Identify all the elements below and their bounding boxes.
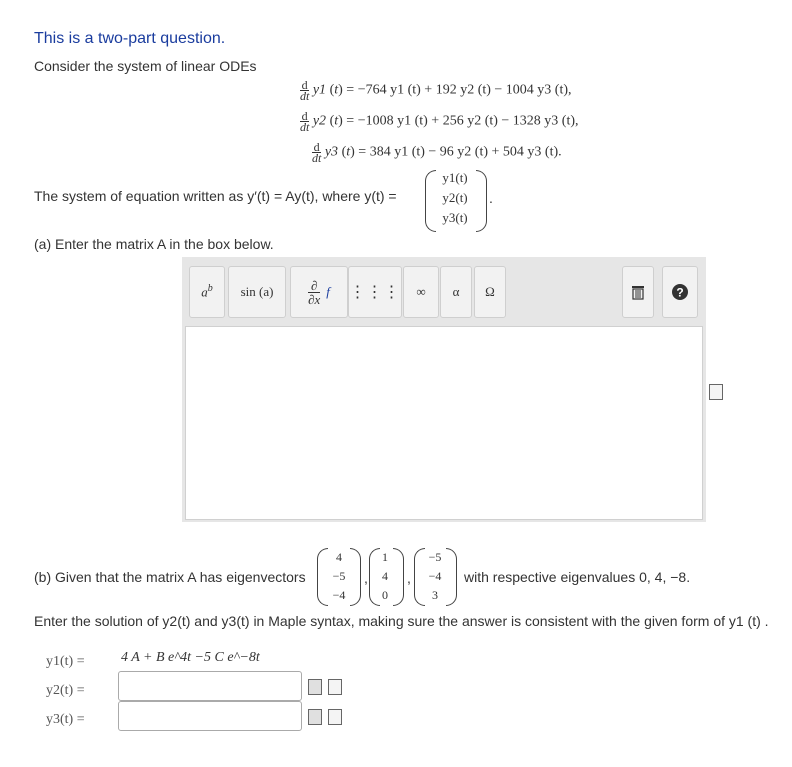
- sin-label: sin (a): [240, 284, 274, 299]
- eigenvector-entry: 4: [336, 550, 342, 564]
- y3-input[interactable]: [118, 701, 302, 731]
- ode-row-2: $\frac{d}{dt}$ y2 (t) = −1008 y1 (t) + 256 y2 (t) − 1328 y3 (t),: [300, 109, 579, 134]
- infinity-label: ∞: [416, 284, 426, 299]
- y2-input[interactable]: [118, 671, 302, 701]
- trash-button[interactable]: [622, 266, 654, 318]
- part-b-prompt: (b) Given that the matrix A has eigenvectors: [34, 569, 306, 585]
- svg-text:?: ?: [676, 285, 684, 300]
- eigenvector-3: [422, 548, 448, 605]
- ode-lhs-1: y1: [312, 82, 327, 98]
- infinity-button[interactable]: [403, 266, 439, 318]
- eigenvector-entry: −4: [428, 569, 442, 583]
- question-title: This is a two-part question.: [34, 30, 226, 47]
- help-icon: [671, 283, 689, 301]
- ode-row-1: $\frac{d}{dt}$ y1 (t) = −764 y1 (t) + 192 y2 (t) − 1004 y3 (t),: [300, 78, 572, 103]
- alpha-label: α: [452, 284, 460, 299]
- eigvec2-right-paren: [393, 548, 404, 606]
- partial-derivative-button[interactable]: $\frac{\partial}{\partial x}$ f: [290, 266, 348, 318]
- omega-button[interactable]: [474, 266, 506, 318]
- y-vector-entry: y2(t): [442, 190, 468, 205]
- system-text: The system of equation written as y′(t) = Ay(t), where y(t) =: [34, 188, 397, 204]
- y-vector-right-paren: [476, 170, 487, 232]
- trash-icon: [631, 284, 645, 300]
- power-label: a: [201, 284, 208, 300]
- y1-value: 4 A + B e^4t −5 C e^−8t: [121, 650, 260, 665]
- y1-label: y1(t) =: [46, 654, 85, 669]
- preview-icon[interactable]: [709, 384, 723, 400]
- sin-button[interactable]: [228, 266, 286, 318]
- eigenvector-entry: −5: [332, 569, 346, 583]
- ode-rhs-2: = −1008 y1 (t) + 256 y2 (t) − 1328 y3 (t),: [346, 113, 579, 129]
- matrix-editor: [182, 257, 706, 522]
- ode-rhs-3: = 384 y1 (t) − 96 y2 (t) + 504 y3 (t).: [358, 144, 562, 160]
- matrix-input-area[interactable]: [185, 326, 703, 520]
- eigvec1-right-paren: [350, 548, 361, 606]
- help-button[interactable]: [662, 266, 698, 318]
- eigenvector-entry: 4: [382, 569, 388, 583]
- y-vector: [432, 168, 478, 228]
- f-label: f: [326, 284, 330, 299]
- y-vector-entry: y1(t): [442, 170, 468, 185]
- y-vector-entry: y3(t): [442, 210, 468, 225]
- part-a-prompt: (a) Enter the matrix A in the box below.: [34, 236, 274, 252]
- ode-lhs-2: y2: [312, 113, 327, 129]
- eigenvector-entry: 1: [382, 550, 388, 564]
- eigenvector-1: [326, 548, 352, 605]
- alpha-button[interactable]: [440, 266, 472, 318]
- ode-lhs-3: y3: [324, 144, 339, 160]
- preview-icon[interactable]: [308, 709, 322, 725]
- matrix-icon: ⋮⋮⋮: [349, 284, 401, 301]
- period: .: [489, 190, 493, 206]
- eigenvalues-text: with respective eigenvalues 0, 4, −8.: [464, 569, 691, 585]
- comma: ,: [407, 570, 411, 586]
- eigenvector-2: [375, 548, 395, 605]
- eigenvector-entry: 3: [432, 588, 438, 602]
- syntax-icon[interactable]: [328, 679, 342, 695]
- matrix-button[interactable]: [348, 266, 402, 318]
- power-button[interactable]: $a^b$: [189, 266, 225, 318]
- preview-icon[interactable]: [308, 679, 322, 695]
- eigenvector-entry: 0: [382, 588, 388, 602]
- omega-label: Ω: [485, 284, 495, 299]
- ode-row-3: $\frac{d}{dt}$ y3 (t) = 384 y1 (t) − 96 y2 (t) + 504 y3 (t).: [312, 140, 562, 165]
- instruction-text: Enter the solution of y2(t) and y3(t) in Maple syntax, making sure the answer is consistent with the given form of y1 (t) .: [34, 613, 769, 629]
- eigvec3-right-paren: [446, 548, 457, 606]
- y3-label: y3(t) =: [46, 712, 85, 727]
- ode-rhs-1: = −764 y1 (t) + 192 y2 (t) − 1004 y3 (t),: [346, 82, 572, 98]
- eigenvector-entry: −4: [332, 588, 346, 602]
- question-intro: Consider the system of linear ODEs: [34, 58, 257, 74]
- syntax-icon[interactable]: [328, 709, 342, 725]
- comma: ,: [364, 570, 368, 586]
- y2-label: y2(t) =: [46, 683, 85, 698]
- eigenvector-entry: −5: [428, 550, 442, 564]
